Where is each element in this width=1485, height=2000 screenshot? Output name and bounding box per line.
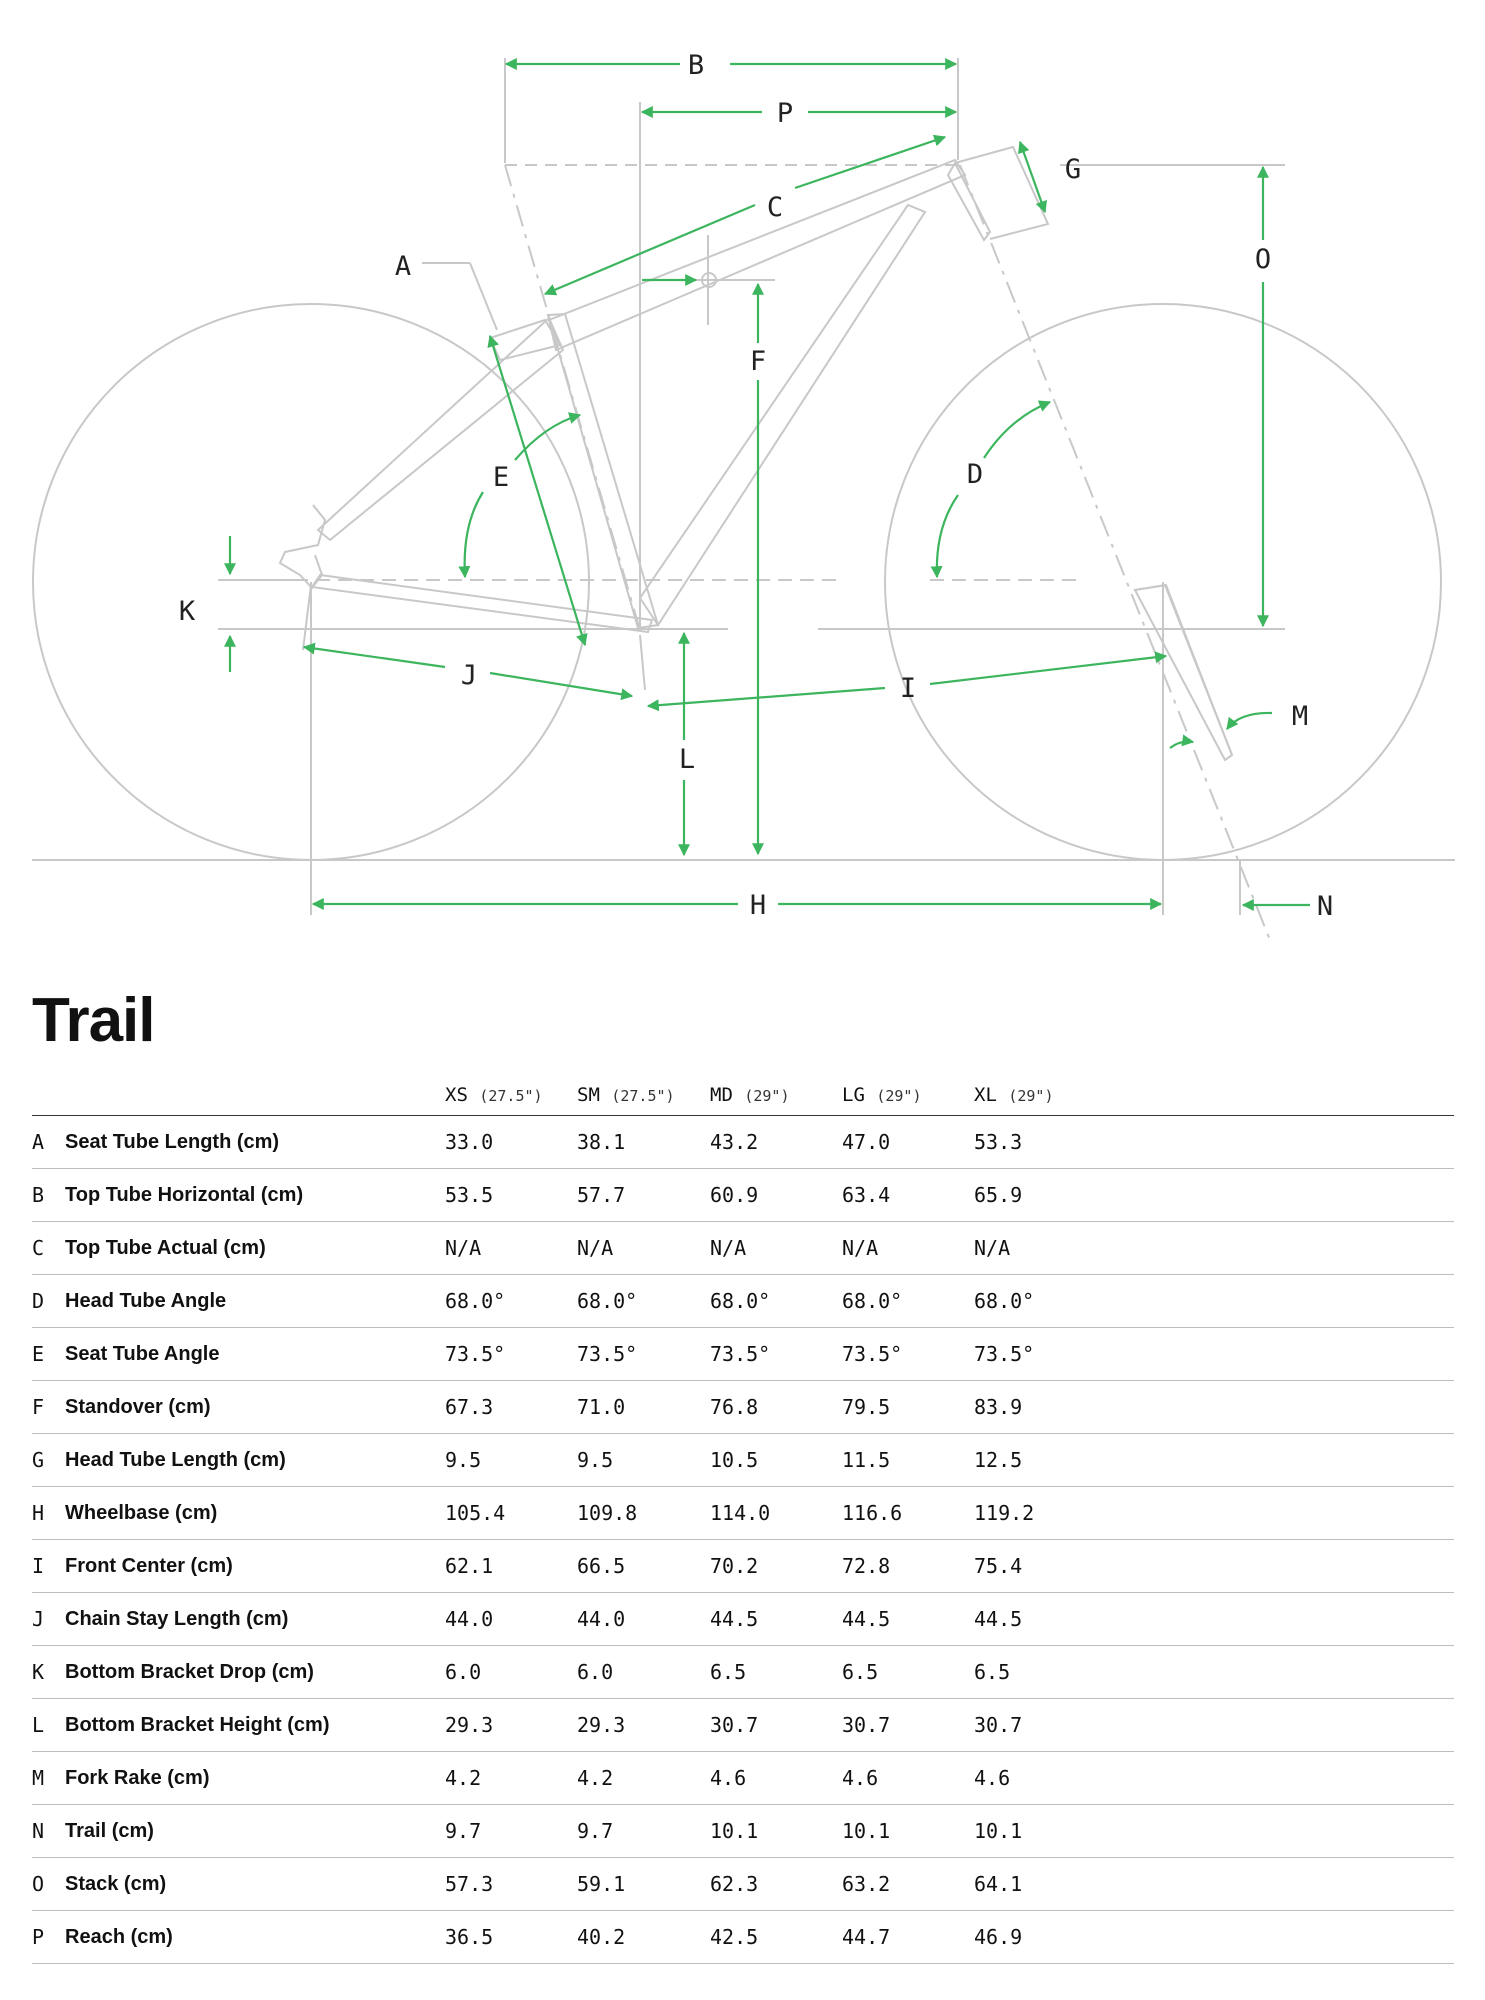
row-letter: M	[32, 1752, 65, 1805]
row-letter: N	[32, 1805, 65, 1858]
label-j: J	[460, 660, 478, 691]
row-value: 73.5°	[577, 1328, 710, 1381]
row-value: 4.6	[974, 1752, 1454, 1805]
row-value: 79.5	[842, 1381, 974, 1434]
label-k: K	[178, 596, 196, 627]
row-value: 29.3	[445, 1699, 577, 1752]
label-e: E	[492, 462, 510, 493]
row-value: 114.0	[710, 1487, 842, 1540]
geometry-diagram	[0, 0, 1485, 960]
row-value: 119.2	[974, 1487, 1454, 1540]
row-name: Seat Tube Angle	[65, 1328, 445, 1381]
row-value: N/A	[577, 1222, 710, 1275]
row-letter: E	[32, 1328, 65, 1381]
row-value: 68.0°	[710, 1275, 842, 1328]
row-value: 9.7	[577, 1805, 710, 1858]
row-value: 44.7	[842, 1911, 974, 1964]
row-value: 71.0	[577, 1381, 710, 1434]
row-value: 63.4	[842, 1169, 974, 1222]
label-m: M	[1291, 701, 1309, 732]
row-name: Bottom Bracket Height (cm)	[65, 1699, 445, 1752]
row-value: 68.0°	[974, 1275, 1454, 1328]
row-value: 4.6	[710, 1752, 842, 1805]
row-letter: F	[32, 1381, 65, 1434]
label-b: B	[687, 50, 705, 81]
row-name: Top Tube Actual (cm)	[65, 1222, 445, 1275]
row-value: 4.2	[577, 1752, 710, 1805]
row-value: 38.1	[577, 1116, 710, 1169]
dimension-arrows	[230, 64, 1310, 905]
row-value: 44.5	[710, 1593, 842, 1646]
row-letter: D	[32, 1275, 65, 1328]
row-value: N/A	[710, 1222, 842, 1275]
row-name: Trail (cm)	[65, 1805, 445, 1858]
row-name: Seat Tube Length (cm)	[65, 1116, 445, 1169]
size-header-lg: LG (29")	[842, 1075, 974, 1116]
table-row	[32, 1540, 1454, 1593]
row-value: 67.3	[445, 1381, 577, 1434]
row-value: 44.5	[842, 1593, 974, 1646]
size-header-xl: XL (29")	[974, 1075, 1454, 1116]
row-name: Chain Stay Length (cm)	[65, 1593, 445, 1646]
row-value: 42.5	[710, 1911, 842, 1964]
row-name: Head Tube Angle	[65, 1275, 445, 1328]
row-value: 72.8	[842, 1540, 974, 1593]
row-value: 9.5	[445, 1434, 577, 1487]
row-value: 63.2	[842, 1858, 974, 1911]
row-value: 43.2	[710, 1116, 842, 1169]
row-value: 68.0°	[577, 1275, 710, 1328]
row-value: 73.5°	[974, 1328, 1454, 1381]
row-name: Front Center (cm)	[65, 1540, 445, 1593]
label-a: A	[394, 251, 412, 282]
row-value: 40.2	[577, 1911, 710, 1964]
size-header-sm: SM (27.5")	[577, 1075, 710, 1116]
row-value: 10.1	[842, 1805, 974, 1858]
row-value: 4.6	[842, 1752, 974, 1805]
row-value: 65.9	[974, 1169, 1454, 1222]
label-g: G	[1064, 154, 1082, 185]
table-row	[32, 1752, 1454, 1805]
row-value: 6.0	[445, 1646, 577, 1699]
row-value: 36.5	[445, 1911, 577, 1964]
label-p: P	[776, 98, 794, 129]
geometry-table-body	[32, 1116, 1454, 1964]
row-value: 76.8	[710, 1381, 842, 1434]
table-row	[32, 1593, 1454, 1646]
row-value: 44.5	[974, 1593, 1454, 1646]
table-row	[32, 1275, 1454, 1328]
row-name: Fork Rake (cm)	[65, 1752, 445, 1805]
row-name: Bottom Bracket Drop (cm)	[65, 1646, 445, 1699]
row-value: 30.7	[974, 1699, 1454, 1752]
row-value: N/A	[445, 1222, 577, 1275]
row-letter: J	[32, 1593, 65, 1646]
row-letter: I	[32, 1540, 65, 1593]
table-row	[32, 1116, 1454, 1169]
row-name: Standover (cm)	[65, 1381, 445, 1434]
bike-frame-drawing	[32, 58, 1455, 940]
row-value: 9.7	[445, 1805, 577, 1858]
size-header-row	[32, 1075, 1454, 1116]
row-value: 75.4	[974, 1540, 1454, 1593]
row-value: 68.0°	[842, 1275, 974, 1328]
row-value: 53.5	[445, 1169, 577, 1222]
label-l: L	[678, 744, 696, 775]
label-h: H	[749, 890, 767, 921]
table-row	[32, 1805, 1454, 1858]
row-letter: O	[32, 1858, 65, 1911]
row-value: 44.0	[577, 1593, 710, 1646]
row-letter: B	[32, 1169, 65, 1222]
row-value: 30.7	[710, 1699, 842, 1752]
row-letter: G	[32, 1434, 65, 1487]
arrow-j	[304, 647, 445, 667]
row-value: 6.5	[842, 1646, 974, 1699]
row-letter: K	[32, 1646, 65, 1699]
row-letter: A	[32, 1116, 65, 1169]
geometry-table	[32, 1075, 1454, 1964]
row-letter: C	[32, 1222, 65, 1275]
row-value: 70.2	[710, 1540, 842, 1593]
row-value: 29.3	[577, 1699, 710, 1752]
row-value: 47.0	[842, 1116, 974, 1169]
table-row	[32, 1911, 1454, 1964]
table-row	[32, 1858, 1454, 1911]
row-value: 44.0	[445, 1593, 577, 1646]
row-value: 4.2	[445, 1752, 577, 1805]
row-value: 12.5	[974, 1434, 1454, 1487]
page-title: Trail	[32, 986, 155, 1055]
size-header-md: MD (29")	[710, 1075, 842, 1116]
label-o: O	[1254, 244, 1272, 275]
row-value: 68.0°	[445, 1275, 577, 1328]
table-row	[32, 1222, 1454, 1275]
arrow-d	[984, 402, 1050, 458]
row-value: 60.9	[710, 1169, 842, 1222]
arrow-m	[1227, 713, 1272, 729]
table-row	[32, 1328, 1454, 1381]
label-d: D	[966, 459, 984, 490]
row-value: 73.5°	[710, 1328, 842, 1381]
row-value: 116.6	[842, 1487, 974, 1540]
row-value: 105.4	[445, 1487, 577, 1540]
row-name: Wheelbase (cm)	[65, 1487, 445, 1540]
table-row	[32, 1487, 1454, 1540]
row-value: 53.3	[974, 1116, 1454, 1169]
row-value: 73.5°	[445, 1328, 577, 1381]
row-value: 30.7	[842, 1699, 974, 1752]
row-letter: P	[32, 1911, 65, 1964]
table-row	[32, 1434, 1454, 1487]
row-name: Head Tube Length (cm)	[65, 1434, 445, 1487]
row-value: 62.1	[445, 1540, 577, 1593]
row-value: 62.3	[710, 1858, 842, 1911]
row-value: 57.7	[577, 1169, 710, 1222]
row-value: 83.9	[974, 1381, 1454, 1434]
row-name: Top Tube Horizontal (cm)	[65, 1169, 445, 1222]
table-row	[32, 1169, 1454, 1222]
row-value: 10.1	[710, 1805, 842, 1858]
label-n: N	[1316, 891, 1334, 922]
arrow-g	[1020, 142, 1045, 212]
label-i: I	[899, 673, 917, 704]
row-value: 9.5	[577, 1434, 710, 1487]
row-value: 6.0	[577, 1646, 710, 1699]
table-row	[32, 1699, 1454, 1752]
row-value: N/A	[974, 1222, 1454, 1275]
row-value: 10.1	[974, 1805, 1454, 1858]
row-name: Stack (cm)	[65, 1858, 445, 1911]
size-header-xs: XS (27.5")	[445, 1075, 577, 1116]
row-value: 59.1	[577, 1858, 710, 1911]
row-value: 66.5	[577, 1540, 710, 1593]
row-value: 10.5	[710, 1434, 842, 1487]
label-f: F	[749, 346, 767, 377]
table-row	[32, 1646, 1454, 1699]
row-value: 64.1	[974, 1858, 1454, 1911]
row-value: 33.0	[445, 1116, 577, 1169]
row-value: 57.3	[445, 1858, 577, 1911]
row-value: 11.5	[842, 1434, 974, 1487]
label-c: C	[766, 192, 784, 223]
row-value: 6.5	[710, 1646, 842, 1699]
row-value: 109.8	[577, 1487, 710, 1540]
row-value: 73.5°	[842, 1328, 974, 1381]
row-letter: L	[32, 1699, 65, 1752]
row-name: Reach (cm)	[65, 1911, 445, 1964]
row-letter: H	[32, 1487, 65, 1540]
table-row	[32, 1381, 1454, 1434]
dimension-labels	[179, 50, 1333, 922]
row-value: N/A	[842, 1222, 974, 1275]
row-value: 46.9	[974, 1911, 1454, 1964]
row-value: 6.5	[974, 1646, 1454, 1699]
